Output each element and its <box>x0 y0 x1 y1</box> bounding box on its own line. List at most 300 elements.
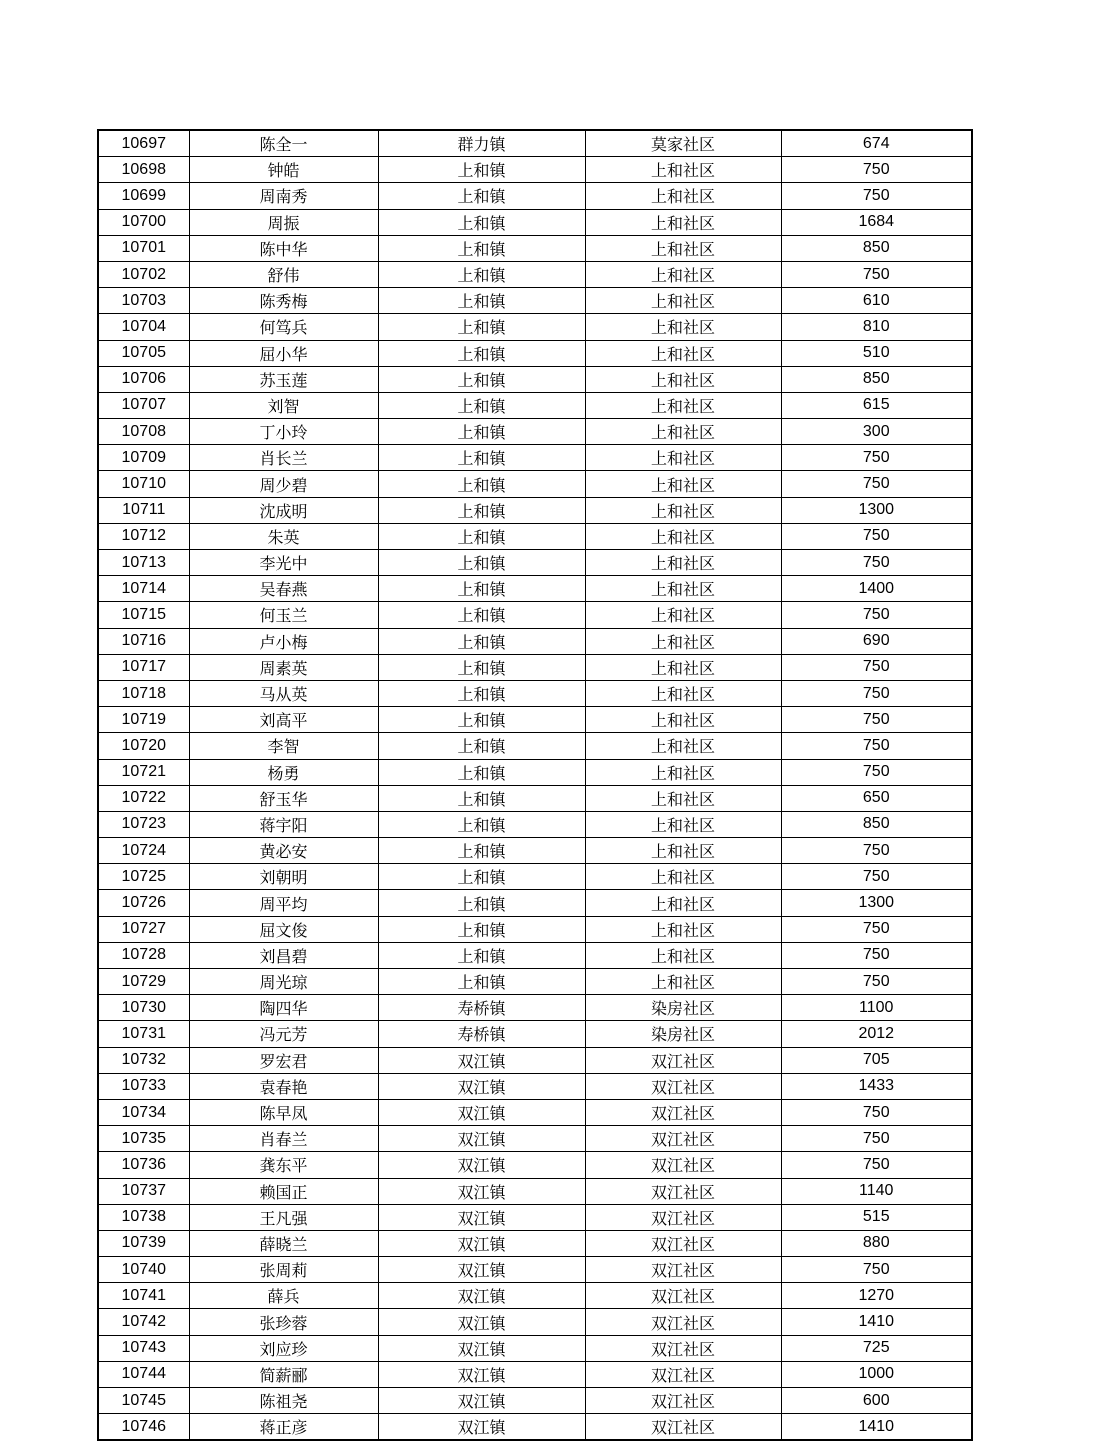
name-cell: 薛晓兰 <box>189 1230 378 1256</box>
id-cell: 10734 <box>98 1099 189 1125</box>
table-row <box>98 1204 972 1230</box>
name-cell: 陈早凤 <box>189 1099 378 1125</box>
data-table <box>97 129 973 1441</box>
table-row <box>98 811 972 837</box>
amount-cell: 750 <box>781 1099 972 1125</box>
community-cell: 上和社区 <box>585 340 781 366</box>
community-cell: 染房社区 <box>585 1021 781 1047</box>
table-row <box>98 1309 972 1335</box>
amount-cell: 1433 <box>781 1073 972 1099</box>
id-cell: 10701 <box>98 235 189 261</box>
table-row <box>98 445 972 471</box>
table-row <box>98 1152 972 1178</box>
town-cell: 双江镇 <box>378 1361 585 1387</box>
id-cell: 10714 <box>98 576 189 602</box>
amount-cell: 1100 <box>781 995 972 1021</box>
name-cell: 蒋宇阳 <box>189 811 378 837</box>
name-cell: 周振 <box>189 209 378 235</box>
name-cell: 陶四华 <box>189 995 378 1021</box>
name-cell: 苏玉莲 <box>189 366 378 392</box>
name-cell: 刘朝明 <box>189 864 378 890</box>
community-cell: 上和社区 <box>585 890 781 916</box>
amount-cell: 674 <box>781 130 972 157</box>
amount-cell: 750 <box>781 864 972 890</box>
community-cell: 上和社区 <box>585 392 781 418</box>
id-cell: 10726 <box>98 890 189 916</box>
community-cell: 上和社区 <box>585 550 781 576</box>
id-cell: 10727 <box>98 916 189 942</box>
amount-cell: 850 <box>781 366 972 392</box>
name-cell: 周素英 <box>189 654 378 680</box>
name-cell: 刘昌碧 <box>189 942 378 968</box>
town-cell: 上和镇 <box>378 523 585 549</box>
name-cell: 冯元芳 <box>189 1021 378 1047</box>
table-row <box>98 497 972 523</box>
town-cell: 双江镇 <box>378 1283 585 1309</box>
id-cell: 10706 <box>98 366 189 392</box>
community-cell: 上和社区 <box>585 811 781 837</box>
name-cell: 周平均 <box>189 890 378 916</box>
community-cell: 上和社区 <box>585 497 781 523</box>
town-cell: 双江镇 <box>378 1073 585 1099</box>
id-cell: 10716 <box>98 628 189 654</box>
town-cell: 群力镇 <box>378 130 585 157</box>
name-cell: 周少碧 <box>189 471 378 497</box>
town-cell: 上和镇 <box>378 942 585 968</box>
town-cell: 双江镇 <box>378 1414 585 1441</box>
amount-cell: 750 <box>781 759 972 785</box>
town-cell: 上和镇 <box>378 157 585 183</box>
amount-cell: 300 <box>781 419 972 445</box>
town-cell: 上和镇 <box>378 419 585 445</box>
table-row <box>98 419 972 445</box>
table-row <box>98 707 972 733</box>
community-cell: 双江社区 <box>585 1126 781 1152</box>
amount-cell: 1300 <box>781 890 972 916</box>
table-row <box>98 785 972 811</box>
table-row <box>98 1414 972 1441</box>
amount-cell: 810 <box>781 314 972 340</box>
amount-cell: 750 <box>781 183 972 209</box>
town-cell: 双江镇 <box>378 1230 585 1256</box>
name-cell: 屈小华 <box>189 340 378 366</box>
town-cell: 上和镇 <box>378 602 585 628</box>
community-cell: 双江社区 <box>585 1099 781 1125</box>
name-cell: 龚东平 <box>189 1152 378 1178</box>
table-row <box>98 890 972 916</box>
amount-cell: 2012 <box>781 1021 972 1047</box>
town-cell: 上和镇 <box>378 707 585 733</box>
community-cell: 上和社区 <box>585 419 781 445</box>
id-cell: 10741 <box>98 1283 189 1309</box>
town-cell: 双江镇 <box>378 1257 585 1283</box>
amount-cell: 750 <box>781 707 972 733</box>
id-cell: 10703 <box>98 288 189 314</box>
id-cell: 10728 <box>98 942 189 968</box>
town-cell: 上和镇 <box>378 654 585 680</box>
id-cell: 10718 <box>98 680 189 706</box>
id-cell: 10697 <box>98 130 189 157</box>
town-cell: 上和镇 <box>378 680 585 706</box>
table-row <box>98 628 972 654</box>
name-cell: 袁春艳 <box>189 1073 378 1099</box>
town-cell: 上和镇 <box>378 209 585 235</box>
table-row <box>98 1283 972 1309</box>
amount-cell: 750 <box>781 157 972 183</box>
community-cell: 上和社区 <box>585 288 781 314</box>
amount-cell: 750 <box>781 1126 972 1152</box>
table-row <box>98 995 972 1021</box>
town-cell: 上和镇 <box>378 392 585 418</box>
id-cell: 10708 <box>98 419 189 445</box>
town-cell: 上和镇 <box>378 261 585 287</box>
town-cell: 双江镇 <box>378 1126 585 1152</box>
id-cell: 10732 <box>98 1047 189 1073</box>
amount-cell: 510 <box>781 340 972 366</box>
community-cell: 上和社区 <box>585 523 781 549</box>
name-cell: 简薪郦 <box>189 1361 378 1387</box>
name-cell: 杨勇 <box>189 759 378 785</box>
table-row <box>98 969 972 995</box>
table-row <box>98 471 972 497</box>
id-cell: 10698 <box>98 157 189 183</box>
name-cell: 马从英 <box>189 680 378 706</box>
town-cell: 上和镇 <box>378 576 585 602</box>
amount-cell: 615 <box>781 392 972 418</box>
table-row <box>98 654 972 680</box>
name-cell: 钟皓 <box>189 157 378 183</box>
table-row <box>98 1047 972 1073</box>
name-cell: 刘应珍 <box>189 1335 378 1361</box>
community-cell: 双江社区 <box>585 1204 781 1230</box>
table-row <box>98 942 972 968</box>
town-cell: 双江镇 <box>378 1335 585 1361</box>
name-cell: 沈成明 <box>189 497 378 523</box>
name-cell: 何笃兵 <box>189 314 378 340</box>
id-cell: 10720 <box>98 733 189 759</box>
name-cell: 朱英 <box>189 523 378 549</box>
amount-cell: 1300 <box>781 497 972 523</box>
id-cell: 10702 <box>98 261 189 287</box>
table-row <box>98 235 972 261</box>
name-cell: 李智 <box>189 733 378 759</box>
community-cell: 上和社区 <box>585 576 781 602</box>
town-cell: 双江镇 <box>378 1309 585 1335</box>
table-row <box>98 1257 972 1283</box>
table-row <box>98 550 972 576</box>
amount-cell: 1410 <box>781 1414 972 1441</box>
table-row <box>98 838 972 864</box>
table-row <box>98 183 972 209</box>
name-cell: 陈全一 <box>189 130 378 157</box>
community-cell: 上和社区 <box>585 261 781 287</box>
table-row <box>98 602 972 628</box>
name-cell: 薛兵 <box>189 1283 378 1309</box>
community-cell: 上和社区 <box>585 733 781 759</box>
name-cell: 李光中 <box>189 550 378 576</box>
name-cell: 肖长兰 <box>189 445 378 471</box>
town-cell: 上和镇 <box>378 733 585 759</box>
id-cell: 10717 <box>98 654 189 680</box>
id-cell: 10713 <box>98 550 189 576</box>
table-row <box>98 1099 972 1125</box>
table-row <box>98 366 972 392</box>
community-cell: 双江社区 <box>585 1309 781 1335</box>
name-cell: 王凡强 <box>189 1204 378 1230</box>
community-cell: 上和社区 <box>585 864 781 890</box>
name-cell: 赖国正 <box>189 1178 378 1204</box>
amount-cell: 610 <box>781 288 972 314</box>
community-cell: 上和社区 <box>585 785 781 811</box>
community-cell: 上和社区 <box>585 916 781 942</box>
community-cell: 上和社区 <box>585 157 781 183</box>
name-cell: 何玉兰 <box>189 602 378 628</box>
id-cell: 10729 <box>98 969 189 995</box>
town-cell: 上和镇 <box>378 183 585 209</box>
amount-cell: 750 <box>781 471 972 497</box>
id-cell: 10743 <box>98 1335 189 1361</box>
table-row <box>98 261 972 287</box>
table-row <box>98 733 972 759</box>
id-cell: 10740 <box>98 1257 189 1283</box>
table-row <box>98 340 972 366</box>
table-row <box>98 314 972 340</box>
town-cell: 双江镇 <box>378 1047 585 1073</box>
id-cell: 10737 <box>98 1178 189 1204</box>
amount-cell: 880 <box>781 1230 972 1256</box>
town-cell: 双江镇 <box>378 1099 585 1125</box>
amount-cell: 850 <box>781 235 972 261</box>
community-cell: 上和社区 <box>585 602 781 628</box>
table-row <box>98 288 972 314</box>
name-cell: 刘智 <box>189 392 378 418</box>
amount-cell: 705 <box>781 1047 972 1073</box>
community-cell: 上和社区 <box>585 235 781 261</box>
id-cell: 10721 <box>98 759 189 785</box>
name-cell: 陈中华 <box>189 235 378 261</box>
town-cell: 上和镇 <box>378 785 585 811</box>
town-cell: 双江镇 <box>378 1152 585 1178</box>
community-cell: 双江社区 <box>585 1152 781 1178</box>
community-cell: 上和社区 <box>585 628 781 654</box>
amount-cell: 600 <box>781 1388 972 1414</box>
id-cell: 10746 <box>98 1414 189 1441</box>
amount-cell: 750 <box>781 550 972 576</box>
amount-cell: 750 <box>781 445 972 471</box>
amount-cell: 750 <box>781 1257 972 1283</box>
table-row <box>98 130 972 157</box>
table-row <box>98 864 972 890</box>
amount-cell: 690 <box>781 628 972 654</box>
community-cell: 双江社区 <box>585 1335 781 1361</box>
id-cell: 10705 <box>98 340 189 366</box>
name-cell: 肖春兰 <box>189 1126 378 1152</box>
town-cell: 上和镇 <box>378 759 585 785</box>
name-cell: 罗宏君 <box>189 1047 378 1073</box>
town-cell: 上和镇 <box>378 497 585 523</box>
town-cell: 上和镇 <box>378 314 585 340</box>
table-row <box>98 916 972 942</box>
town-cell: 双江镇 <box>378 1388 585 1414</box>
id-cell: 10722 <box>98 785 189 811</box>
name-cell: 卢小梅 <box>189 628 378 654</box>
town-cell: 双江镇 <box>378 1178 585 1204</box>
community-cell: 上和社区 <box>585 654 781 680</box>
amount-cell: 750 <box>781 969 972 995</box>
community-cell: 双江社区 <box>585 1361 781 1387</box>
town-cell: 上和镇 <box>378 811 585 837</box>
id-cell: 10707 <box>98 392 189 418</box>
amount-cell: 750 <box>781 1152 972 1178</box>
id-cell: 10733 <box>98 1073 189 1099</box>
name-cell: 周光琼 <box>189 969 378 995</box>
amount-cell: 515 <box>781 1204 972 1230</box>
id-cell: 10719 <box>98 707 189 733</box>
town-cell: 上和镇 <box>378 550 585 576</box>
name-cell: 周南秀 <box>189 183 378 209</box>
community-cell: 上和社区 <box>585 445 781 471</box>
amount-cell: 1400 <box>781 576 972 602</box>
community-cell: 上和社区 <box>585 183 781 209</box>
table-row <box>98 1230 972 1256</box>
table-body <box>98 130 972 1440</box>
community-cell: 双江社区 <box>585 1283 781 1309</box>
town-cell: 上和镇 <box>378 838 585 864</box>
community-cell: 双江社区 <box>585 1257 781 1283</box>
name-cell: 刘高平 <box>189 707 378 733</box>
amount-cell: 1140 <box>781 1178 972 1204</box>
id-cell: 10745 <box>98 1388 189 1414</box>
community-cell: 双江社区 <box>585 1178 781 1204</box>
id-cell: 10730 <box>98 995 189 1021</box>
amount-cell: 750 <box>781 523 972 549</box>
id-cell: 10738 <box>98 1204 189 1230</box>
community-cell: 上和社区 <box>585 969 781 995</box>
town-cell: 寿桥镇 <box>378 1021 585 1047</box>
table-row <box>98 523 972 549</box>
id-cell: 10725 <box>98 864 189 890</box>
table-row <box>98 209 972 235</box>
town-cell: 双江镇 <box>378 1204 585 1230</box>
town-cell: 上和镇 <box>378 445 585 471</box>
community-cell: 上和社区 <box>585 471 781 497</box>
amount-cell: 750 <box>781 602 972 628</box>
community-cell: 双江社区 <box>585 1230 781 1256</box>
community-cell: 上和社区 <box>585 942 781 968</box>
amount-cell: 1410 <box>781 1309 972 1335</box>
town-cell: 上和镇 <box>378 288 585 314</box>
name-cell: 陈祖尧 <box>189 1388 378 1414</box>
name-cell: 张珍蓉 <box>189 1309 378 1335</box>
table-row <box>98 1073 972 1099</box>
id-cell: 10724 <box>98 838 189 864</box>
amount-cell: 750 <box>781 261 972 287</box>
id-cell: 10736 <box>98 1152 189 1178</box>
table-row <box>98 1021 972 1047</box>
amount-cell: 1000 <box>781 1361 972 1387</box>
community-cell: 双江社区 <box>585 1073 781 1099</box>
table-row <box>98 1178 972 1204</box>
town-cell: 上和镇 <box>378 366 585 392</box>
id-cell: 10744 <box>98 1361 189 1387</box>
name-cell: 屈文俊 <box>189 916 378 942</box>
id-cell: 10711 <box>98 497 189 523</box>
amount-cell: 750 <box>781 680 972 706</box>
community-cell: 上和社区 <box>585 707 781 733</box>
id-cell: 10700 <box>98 209 189 235</box>
amount-cell: 725 <box>781 1335 972 1361</box>
town-cell: 寿桥镇 <box>378 995 585 1021</box>
name-cell: 黄必安 <box>189 838 378 864</box>
id-cell: 10723 <box>98 811 189 837</box>
community-cell: 上和社区 <box>585 366 781 392</box>
name-cell: 蒋正彦 <box>189 1414 378 1441</box>
community-cell: 上和社区 <box>585 314 781 340</box>
amount-cell: 1270 <box>781 1283 972 1309</box>
town-cell: 上和镇 <box>378 471 585 497</box>
amount-cell: 750 <box>781 916 972 942</box>
community-cell: 双江社区 <box>585 1414 781 1441</box>
amount-cell: 1684 <box>781 209 972 235</box>
id-cell: 10712 <box>98 523 189 549</box>
amount-cell: 750 <box>781 654 972 680</box>
id-cell: 10735 <box>98 1126 189 1152</box>
id-cell: 10709 <box>98 445 189 471</box>
amount-cell: 650 <box>781 785 972 811</box>
community-cell: 双江社区 <box>585 1388 781 1414</box>
community-cell: 上和社区 <box>585 759 781 785</box>
town-cell: 上和镇 <box>378 340 585 366</box>
table-row <box>98 759 972 785</box>
table-row <box>98 1361 972 1387</box>
name-cell: 舒伟 <box>189 261 378 287</box>
community-cell: 上和社区 <box>585 209 781 235</box>
table-row <box>98 392 972 418</box>
community-cell: 莫家社区 <box>585 130 781 157</box>
amount-cell: 750 <box>781 733 972 759</box>
community-cell: 上和社区 <box>585 838 781 864</box>
table-row <box>98 1126 972 1152</box>
table-row <box>98 157 972 183</box>
amount-cell: 750 <box>781 838 972 864</box>
town-cell: 上和镇 <box>378 890 585 916</box>
table-row <box>98 576 972 602</box>
name-cell: 舒玉华 <box>189 785 378 811</box>
amount-cell: 850 <box>781 811 972 837</box>
table-row <box>98 1335 972 1361</box>
id-cell: 10704 <box>98 314 189 340</box>
name-cell: 丁小玲 <box>189 419 378 445</box>
id-cell: 10742 <box>98 1309 189 1335</box>
town-cell: 上和镇 <box>378 916 585 942</box>
id-cell: 10710 <box>98 471 189 497</box>
table-row <box>98 1388 972 1414</box>
name-cell: 吴春燕 <box>189 576 378 602</box>
name-cell: 张周莉 <box>189 1257 378 1283</box>
table-row <box>98 680 972 706</box>
town-cell: 上和镇 <box>378 969 585 995</box>
amount-cell: 750 <box>781 942 972 968</box>
name-cell: 陈秀梅 <box>189 288 378 314</box>
town-cell: 上和镇 <box>378 864 585 890</box>
id-cell: 10699 <box>98 183 189 209</box>
town-cell: 上和镇 <box>378 235 585 261</box>
id-cell: 10739 <box>98 1230 189 1256</box>
id-cell: 10731 <box>98 1021 189 1047</box>
town-cell: 上和镇 <box>378 628 585 654</box>
community-cell: 染房社区 <box>585 995 781 1021</box>
community-cell: 上和社区 <box>585 680 781 706</box>
